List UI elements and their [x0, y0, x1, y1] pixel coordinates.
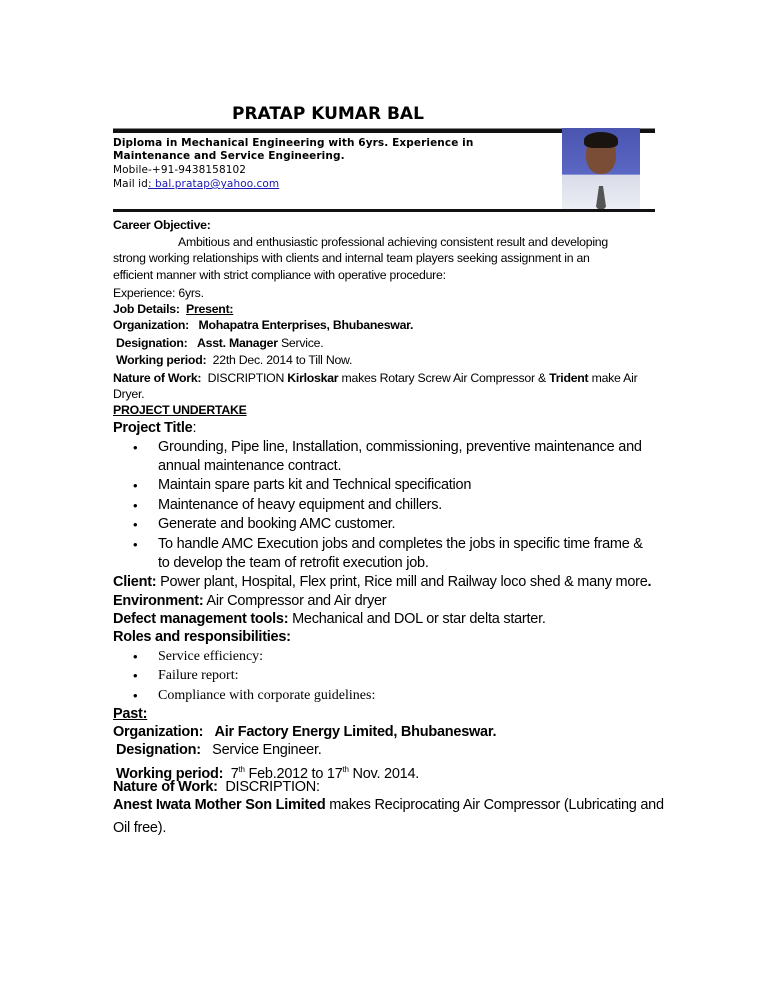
- objective-line: efficient manner with strict compliance with operative procedure:: [113, 268, 446, 282]
- role-item: Service efficiency:: [158, 649, 264, 664]
- present-designation: Designation: Asst. Manager Service.: [116, 336, 324, 350]
- role-item: Failure report:: [158, 668, 239, 683]
- project-bullet: Maintain spare parts kit and Technical specification: [158, 477, 472, 493]
- project-bullet-cont: to develop the team of retrofit execution job.: [158, 555, 429, 571]
- present-organization: Organization: Mohapatra Enterprises, Bhubaneswar.: [113, 318, 414, 332]
- client: Client: Power plant, Hospital, Flex print, Rice mill and Railway loco shed & many more.: [113, 574, 652, 590]
- project-undertake-heading: PROJECT UNDERTAKE: [113, 403, 247, 417]
- past-company-description: Anest Iwata Mother Son Limited makes Reciprocating Air Compressor (Lubricating and: [113, 797, 664, 813]
- past-nature-of-work: Nature of Work: DISCRIPTION:: [113, 779, 320, 795]
- roles-heading: Roles and responsibilities:: [113, 629, 291, 645]
- past-working-period: Working period: 7th Feb.2012 to 17th Nov. 2014.: [116, 765, 420, 782]
- role-item: Compliance with corporate guidelines:: [158, 688, 376, 703]
- present-working-period: Working period: 22th Dec. 2014 to Till Now.: [116, 353, 353, 367]
- objective-line: strong working relationships with clients and internal team players seeking assignment in an: [113, 251, 590, 265]
- project-bullet: Generate and booking AMC customer.: [158, 516, 396, 532]
- present-nature-of-work: Nature of Work: DISCRIPTION Kirloskar makes Rotary Screw Air Compressor & Trident make Air: [113, 371, 638, 385]
- project-title: Project Title:: [113, 420, 197, 436]
- job-details: [113, 302, 233, 317]
- bullet-icon: •: [133, 440, 138, 455]
- environment: Environment: Air Compressor and Air dryer: [113, 593, 387, 609]
- career-objective-heading: Career Objective:: [113, 218, 211, 232]
- summary-line-2: Maintenance and Service Engineering.: [113, 150, 345, 162]
- project-bullet: To handle AMC Execution jobs and completes the jobs in specific time frame &: [158, 536, 643, 552]
- job-details-label: Job Details:: [113, 302, 180, 316]
- present-label: Present:: [186, 302, 234, 316]
- bullet-icon: •: [133, 668, 138, 683]
- bullet-icon: •: [133, 498, 138, 513]
- mobile-number: Mobile-+91-9438158102: [113, 164, 247, 176]
- past-designation: Designation: Service Engineer.: [116, 742, 322, 758]
- past-organization: Organization: Air Factory Energy Limited, Bhubaneswar.: [113, 724, 497, 740]
- project-bullet-cont: annual maintenance contract.: [158, 458, 342, 474]
- mail-label: Mail id: [113, 178, 148, 190]
- experience: Experience: 6yrs.: [113, 286, 204, 300]
- bullet-icon: •: [133, 517, 138, 532]
- past-description-cont: Oil free).: [113, 820, 167, 836]
- defect-tools: Defect management tools: Mechanical and DOL or star delta starter.: [113, 611, 546, 627]
- nature-of-work-cont: Dryer.: [113, 387, 145, 401]
- past-label: Past:: [113, 706, 148, 722]
- summary-line-1: Diploma in Mechanical Engineering with 6yrs. Experience in: [113, 137, 474, 149]
- bullet-icon: •: [133, 688, 138, 703]
- objective-line: Ambitious and enthusiastic professional achieving consistent result and developing: [178, 235, 608, 249]
- bullet-icon: •: [133, 649, 138, 664]
- profile-photo: [562, 128, 640, 212]
- resume-name: PRATAP KUMAR BAL: [232, 104, 424, 124]
- project-bullet: Maintenance of heavy equipment and chillers.: [158, 497, 443, 513]
- bullet-icon: •: [133, 478, 138, 493]
- mail-line: [113, 177, 279, 192]
- header-bottom-rule: [113, 209, 655, 212]
- email-link[interactable]: : bal.pratap@yahoo.com: [147, 178, 280, 190]
- project-bullet: Grounding, Pipe line, Installation, commissioning, preventive maintenance and: [158, 439, 642, 455]
- bullet-icon: •: [133, 537, 138, 552]
